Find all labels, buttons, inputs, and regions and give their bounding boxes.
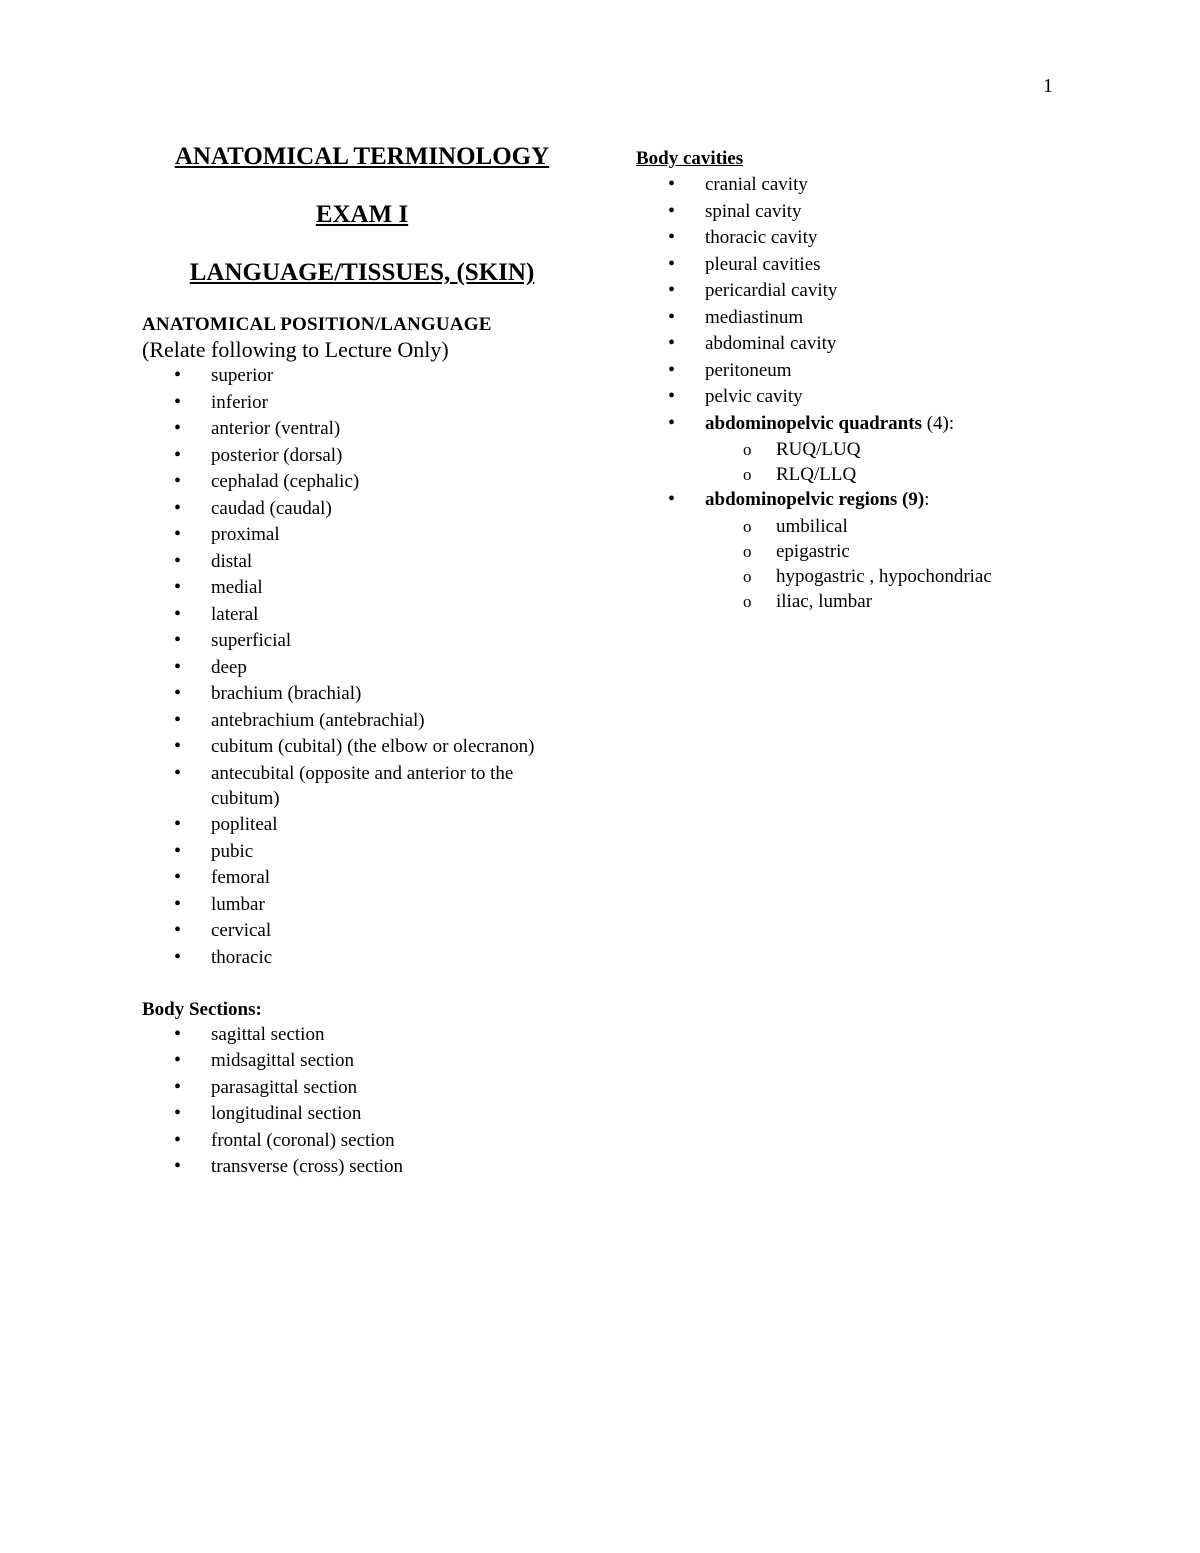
sub-list-item: o umbilical [636,514,1086,539]
list-item: • cervical [142,918,582,943]
regions-label: abdominopelvic regions (9) [705,489,925,510]
list-item: • caudad (caudal) [142,496,582,521]
regions-list [636,487,1086,512]
list-item: • parasagittal section [142,1075,582,1100]
sub-list-item: o iliac, lumbar [636,589,1086,614]
list-item: • frontal (coronal) section [142,1128,582,1153]
list-item: • superficial [142,628,582,653]
left-column [142,142,582,1181]
regions-suffix: : [924,489,930,510]
sub-list-item: o RUQ/LUQ [636,437,1086,462]
list-item: • thoracic cavity [636,225,1086,250]
list-item: • midsagittal section [142,1048,582,1073]
regions-item [636,487,1086,512]
list-item: • cranial cavity [636,172,1086,197]
list-item: • cubitum (cubital) (the elbow or olecranon) [142,734,582,759]
right-column [636,146,1086,614]
list-item: • mediastinum [636,305,1086,330]
list-item: • cephalad (cephalic) [142,469,582,494]
sub-list-item: o hypogastric , hypochondriac [636,564,1086,589]
list-item: • deep [142,655,582,680]
list-item: • longitudinal section [142,1101,582,1126]
list-item: • proximal [142,522,582,547]
list-item: • spinal cavity [636,199,1086,224]
sub-list-item: o RLQ/LLQ [636,462,1086,487]
list-item: • abdominal cavity [636,331,1086,356]
list-item: • transverse (cross) section [142,1154,582,1179]
page-number: 1 [1043,75,1053,97]
quadrants-sublist [636,437,1086,487]
list-item: • sagittal section [142,1022,582,1047]
list-item: • distal [142,549,582,574]
list-item: • pericardial cavity [636,278,1086,303]
list-item: • medial [142,575,582,600]
list-item: • peritoneum [636,358,1086,383]
anatomical-position-heading: ANATOMICAL POSITION/LANGUAGE [142,314,492,335]
quadrants-item [636,411,1086,436]
list-item: • pleural cavities [636,252,1086,277]
quadrants-count: (4): [921,412,955,434]
quadrants-label: abdominopelvic quadrants [705,412,922,434]
document-title: ANATOMICAL TERMINOLOGY [174,143,550,170]
list-item: • superior [142,363,582,388]
list-item: • antecubital (opposite and anterior to the cubitum) [142,761,582,811]
list-item: • lumbar [142,892,582,917]
list-item: • thoracic [142,945,582,970]
sub-list-item: o epigastric [636,539,1086,564]
regions-sublist [636,514,1086,614]
list-item: • lateral [142,602,582,627]
list-item: • pelvic cavity [636,384,1086,409]
body-sections-heading: Body Sections: [142,998,262,1020]
list-item: • femoral [142,865,582,890]
body-cavities-list [636,172,1086,436]
list-item: • inferior [142,390,582,415]
list-item: • antebrachium (antebrachial) [142,708,582,733]
anatomical-terms-list [142,363,582,970]
list-item: • anterior (ventral) [142,416,582,441]
list-item: • popliteal [142,812,582,837]
topic-title: LANGUAGE/TISSUES, (SKIN) [189,259,535,286]
exam-title: EXAM I [315,201,409,228]
list-item: • brachium (brachial) [142,681,582,706]
body-cavities-heading: Body cavities [636,148,744,169]
list-item: • pubic [142,839,582,864]
lecture-note: (Relate following to Lecture Only) [142,337,449,362]
list-item: • posterior (dorsal) [142,443,582,468]
body-sections-list [142,1022,582,1180]
